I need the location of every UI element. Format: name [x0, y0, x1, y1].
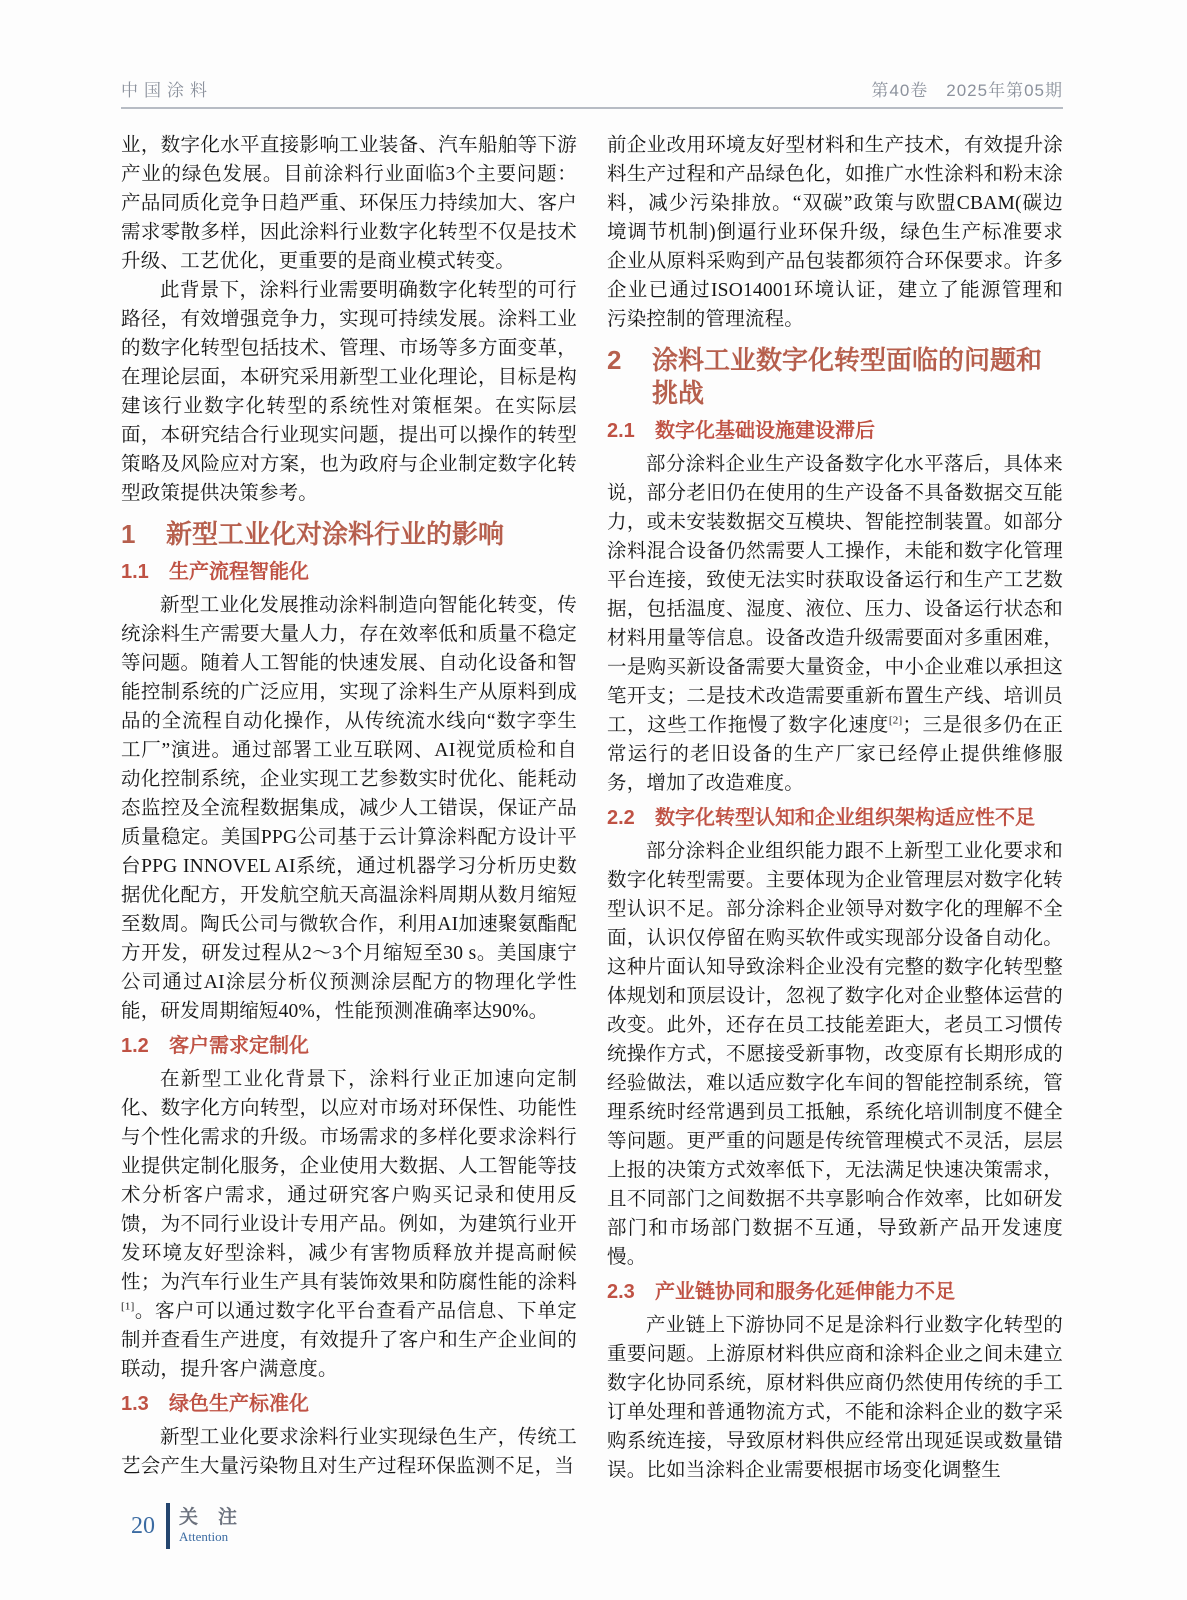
body-paragraph: 部分涂料企业生产设备数字化水平落后，具体来说，部分老旧仍在使用的生产设备不具备数据交互能力，或未安装数据交互模块、智能控制装置。如部分涂料混合设备仍然需要人工操作，未能和数字化管理平台连接，致使无法实时获取设备运行和生产工艺数据，包括温度、湿度、液位、压力、设备运行状态和材料用量等信息。设备改造升级需要面对多重困难，一是购买新设备需要大量资金，中小企业难以承担这笔开支；二是技术改造需要重新布置生产线、培训员工，这些工作拖慢了数字化速度[2]；三是很多仍在正常运行的老旧设备的生产厂家已经停止提供维修服务，增加了改造难度。: [607, 454, 1063, 794]
body-paragraph: 此背景下，涂料行业需要明确数字化转型的可行路径，有效增强竞争力，实现可持续发展。涂料工业的数字化转型包括技术、管理、市场等多方面变革，在理论层面，本研究采用新型工业化理论，目标是构建该行业数字化转型的系统性对策框架。在实际层面，本研究结合行业现实问题，提出可以操作的转型策略及风险应对方案，也为政府与企业制定数字化转型政策提供决策参考。: [121, 280, 577, 504]
body-paragraph: 部分涂料企业组织能力跟不上新型工业化要求和数字化转型需要。主要体现为企业管理层对数字化转型认识不足。部分涂料企业领导对数字化的理解不全面，认识仅停留在购买软件或实现部分设备自动化。这种片面认知导致涂料企业没有完整的数字化转型整体规划和顶层设计，忽视了数字化对企业整体运营的改变。此外，还存在员工技能差距大，老员工习惯传统操作方式，不愿接受新事物，改变原有长期形成的经验做法，难以适应数字化车间的智能控制系统，管理系统时经常遇到员工抵触，系统化培训制度不健全等问题。更严重的问题是传统管理模式不灵活，层层上报的决策方式效率低下，无法满足快速决策需求，且不同部门之间数据不共享影响合作效率，比如研发部门和市场部门数据不互通，导致新产品开发速度慢。: [607, 841, 1063, 1268]
heading-title: 产业链协同和服务化延伸能力不足: [655, 1281, 955, 1303]
article-body: [121, 131, 1063, 1485]
body-paragraph: 前企业改用环境友好型材料和生产技术，有效提升涂料生产过程和产品绿色化，如推广水性涂料和粉末涂料，减少污染排放。“双碳”政策与欧盟CBAM(碳边境调节机制)倒逼行业环保升级，绿色生产标准要求企业从原料采购到产品包装都须符合环保要求。许多企业已通过ISO14001环境认证，建立了能源管理和污染控制的管理流程。: [607, 135, 1063, 330]
body-paragraph: 在新型工业化背景下，涂料行业正加速向定制化、数字化方向转型，以应对市场对环保性、功能性与个性化需求的升级。市场需求的多样化要求涂料行业提供定制化服务，企业使用大数据、人工智能等技术分析客户需求，通过研究客户购买记录和使用反馈，为不同行业设计专用产品。例如，为建筑行业开发环境友好型涂料，减少有害物质释放并提高耐候性；为汽车行业生产具有装饰效果和防腐性能的涂料[1]。客户可以通过数字化平台查看产品信息、下单定制并查看生产进度，有效提升了客户和生产企业间的联动，提升客户满意度。: [121, 1069, 577, 1380]
subsection-heading: [607, 418, 1063, 444]
right-column: [607, 131, 1063, 1485]
heading-title: 生产流程智能化: [169, 561, 309, 583]
page-footer: [131, 1503, 257, 1549]
body-paragraph: 产业链上下游协同不足是涂料行业数字化转型的重要问题。上游原材料供应商和涂料企业之间未建立数字化协同系统，原材料供应商仍然使用传统的手工订单处理和普通物流方式，不能和涂料企业的数字采购系统连接，导致原材料供应经常出现延误或数量错误。比如当涂料企业需要根据市场变化调整生: [607, 1315, 1063, 1481]
subsection-heading: [607, 1279, 1063, 1305]
heading-number: 1.3: [121, 1393, 149, 1415]
column-label-en: Attention: [179, 1529, 229, 1544]
column-label-cn: 关注: [179, 1507, 258, 1528]
heading-title: 客户需求定制化: [169, 1035, 309, 1057]
heading-number: 1.2: [121, 1035, 149, 1057]
heading-number: 2.1: [607, 420, 635, 442]
heading-title: 数字化转型认知和企业组织架构适应性不足: [655, 807, 1035, 829]
body-paragraph: 业，数字化水平直接影响工业装备、汽车船舶等下游产业的绿色发展。目前涂料行业面临3个主要问题：产品同质化竞争日趋严重、环保压力持续加大、客户需求零散多样，因此涂料行业数字化转型不仅是技术升级、工艺优化，更重要的是商业模式转变。: [121, 135, 577, 272]
subsection-heading: [121, 559, 577, 585]
journal-name: 中国涂料: [121, 81, 213, 100]
heading-title: 绿色生产标准化: [169, 1393, 309, 1415]
heading-number: 2.2: [607, 807, 635, 829]
subsection-heading: [121, 1033, 577, 1059]
citation-ref: [2]: [888, 714, 903, 727]
heading-number: 2.3: [607, 1281, 635, 1303]
header-divider: [121, 107, 1063, 109]
column-label: [179, 1507, 257, 1545]
citation-ref: [1]: [121, 1300, 135, 1313]
issue-info: 第40卷 2025年第05期: [871, 81, 1063, 100]
body-paragraph: 新型工业化要求涂料行业实现绿色生产，传统工艺会产生大量污染物且对生产过程环保监测不足，当: [121, 1427, 577, 1477]
section-heading: [121, 518, 577, 551]
heading-number: 1: [121, 519, 136, 549]
subsection-heading: [121, 1391, 577, 1417]
subsection-heading: [607, 805, 1063, 831]
section-heading: [607, 344, 1063, 410]
body-paragraph: 新型工业化发展推动涂料制造向智能化转变，传统涂料生产需要大量人力，存在效率低和质量不稳定等问题。随着人工智能的快速发展、自动化设备和智能控制系统的广泛应用，实现了涂料生产从原料到成品的全流程自动化操作，从传统流水线向“数字孪生工厂”演进。通过部署工业互联网、AI视觉质检和自动化控制系统，企业实现工艺参数实时优化、能耗动态监控及全流程数据集成，减少人工错误，保证产品质量稳定。美国PPG公司基于云计算涂料配方设计平台PPG INNOVEL AI系统，通过机器学习分析历史数据优化配方，开发航空航天高温涂料周期从数月缩短至数周。陶氏公司与微软合作，利用AI加速聚氨酯配方开发，研发过程从2～3个月缩短至30 s。美国康宁公司通过AI涂层分析仪预测涂层配方的物理化学性能，研发周期缩短40%，性能预测准确率达90%。: [121, 595, 577, 1022]
left-column: [121, 131, 577, 1485]
heading-title: 数字化基础设施建设滞后: [655, 420, 875, 442]
page-number: 20: [131, 1512, 155, 1539]
heading-title: 涂料工业数字化转型面临的问题和挑战: [652, 345, 1043, 408]
heading-number: 1.1: [121, 561, 149, 583]
heading-number: 2: [607, 345, 622, 375]
page-header: [121, 76, 1063, 101]
footer-divider-bar: [166, 1503, 170, 1549]
heading-title: 新型工业化对涂料行业的影响: [166, 519, 505, 549]
